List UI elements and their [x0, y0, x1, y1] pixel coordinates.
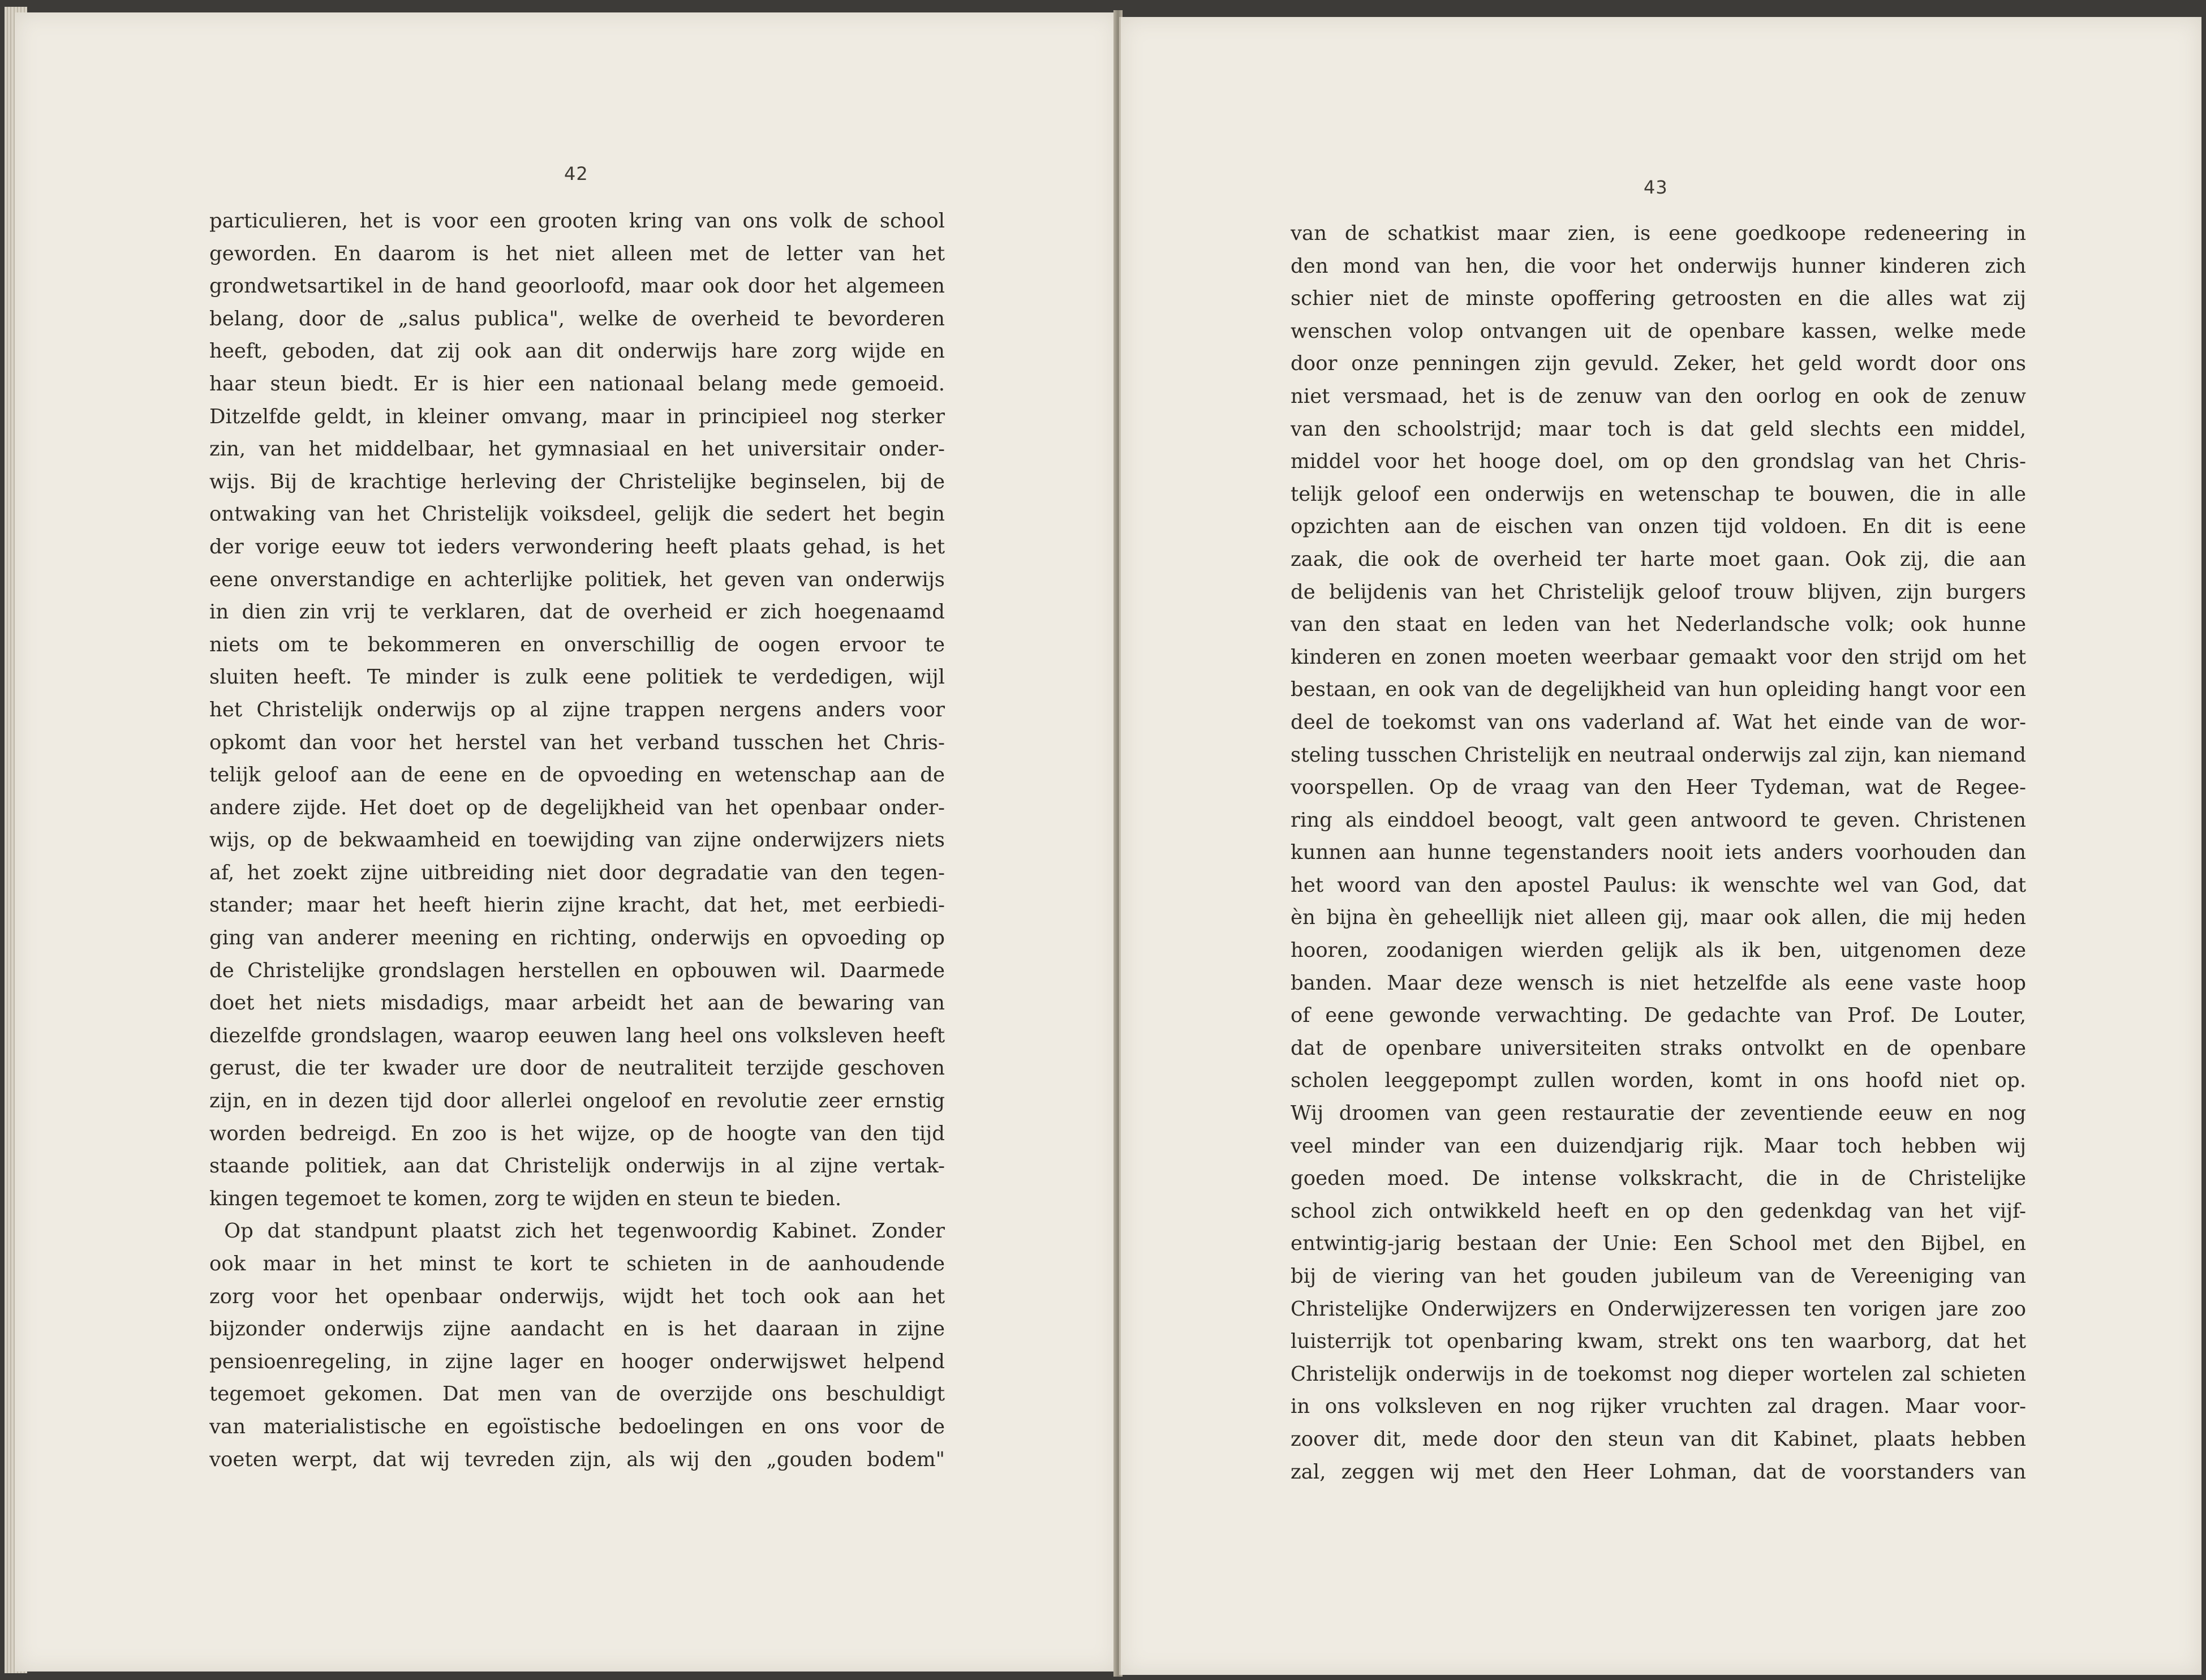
- text-line: haar steun biedt. Er is hier een nationaal belang mede gemoeid.: [209, 372, 945, 396]
- text-line: gerust, die ter kwader ure door de neutraliteit terzijde geschoven: [209, 1056, 945, 1080]
- text-line: van de schatkist maar zien, is eene goedkoope redeneering in: [1291, 222, 2026, 245]
- text-line: wijs. Bij de krachtige herleving der Christelijke beginselen, bij de: [209, 470, 945, 493]
- text-line: zorg voor het openbaar onderwijs, wijdt het toch ook aan het: [209, 1284, 945, 1308]
- text-line: zijn, en in dezen tijd door allerlei ongeloof en revolutie zeer ernstig: [209, 1089, 945, 1113]
- right-page-text: [1291, 217, 2026, 1488]
- left-page-number: 42: [564, 163, 588, 184]
- text-line: diezelfde grondslagen, waarop eeuwen lang heel ons volksleven heeft: [209, 1024, 945, 1047]
- text-line: zal, zeggen wij met den Heer Lohman, dat de voorstanders van: [1291, 1460, 2026, 1484]
- text-line: zoover dit, mede door den steun van dit Kabinet, plaats hebben: [1291, 1427, 2026, 1451]
- text-line: staande politiek, aan dat Christelijk onderwijs in al zijne vertak-: [209, 1154, 945, 1178]
- text-line: van materialistische en egoïstische bedoelingen en ons voor de: [209, 1415, 945, 1438]
- text-line: niet versmaad, het is de zenuw van den oorlog en ook de zenuw: [1291, 384, 2026, 408]
- text-line: scholen leeggepompt zullen worden, komt in ons hoofd niet op.: [1291, 1069, 2026, 1093]
- text-line: èn bijna èn geheellijk niet alleen gij, maar ook allen, die mij heden: [1291, 906, 2026, 930]
- text-line: eene onverstandige en achterlijke politiek, het geven van onderwijs: [209, 568, 945, 591]
- text-line: van den staat en leden van het Nederlandsche volk; ook hunne: [1291, 613, 2026, 637]
- text-line: ook maar in het minst te kort te schieten in de aanhoudende: [209, 1252, 945, 1275]
- text-line: niets om te bekommeren en onverschillig de oogen ervoor te: [209, 633, 945, 656]
- text-line: telijk geloof een onderwijs en wetenschap te bouwen, die in alle: [1291, 482, 2026, 506]
- text-line: het Christelijk onderwijs op al zijne trappen nergens anders voor: [209, 698, 945, 721]
- left-page-text: [209, 205, 945, 1476]
- text-line: sluiten heeft. Te minder is zulk eene politiek te verdedigen, wijl: [209, 665, 945, 689]
- text-line: kinderen en zonen moeten weerbaar gemaakt voor den strijd om het: [1291, 645, 2026, 669]
- text-line: wijs, op de bekwaamheid en toewijding van zijne onderwijzers niets: [209, 828, 945, 852]
- text-line: Ditzelfde geldt, in kleiner omvang, maar in principieel nog sterker: [209, 405, 945, 428]
- text-line: voorspellen. Op de vraag van den Heer Tydeman, wat de Regee-: [1291, 776, 2026, 800]
- text-line: den mond van hen, die voor het onderwijs hunner kinderen zich: [1291, 254, 2026, 278]
- text-line: bijzonder onderwijs zijne aandacht en is het daaraan in zijne: [209, 1317, 945, 1341]
- text-line: steling tusschen Christelijk en neutraal onderwijs zal zijn, kan niemand: [1291, 743, 2026, 767]
- text-line: grondwetsartikel in de hand geoorloofd, maar ook door het algemeen: [209, 274, 945, 298]
- text-line: school zich ontwikkeld heeft en op den gedenkdag van het vijf-: [1291, 1199, 2026, 1223]
- text-line: bestaan, en ook van de degelijkheid van hun opleiding hangt voor een: [1291, 678, 2026, 702]
- text-line: andere zijde. Het doet op de degelijkheid van het openbaar onder-: [209, 796, 945, 819]
- text-line: zin, van het middelbaar, het gymnasiaal en het universitair onder-: [209, 437, 945, 461]
- text-line: goeden moed. De intense volkskracht, die in de Christelijke: [1291, 1167, 2026, 1191]
- text-line: particulieren, het is voor een grooten kring van ons volk de school: [209, 209, 945, 233]
- text-line: door onze penningen zijn gevuld. Zeker, het geld wordt door ons: [1291, 352, 2026, 376]
- text-line: kunnen aan hunne tegenstanders nooit iets anders voorhouden dan: [1291, 841, 2026, 865]
- text-line: telijk geloof aan de eene en de opvoeding en wetenschap aan de: [209, 763, 945, 787]
- text-line: Christelijke Onderwijzers en Onderwijzeressen ten vorigen jare zoo: [1291, 1297, 2026, 1321]
- text-line: geworden. En daarom is het niet alleen met de letter van het: [209, 242, 945, 265]
- text-line: bij de viering van het gouden jubileum van de Vereeniging van: [1291, 1265, 2026, 1288]
- text-line: worden bedreigd. En zoo is het wijze, op de hoogte van den tijd: [209, 1122, 945, 1145]
- text-line: ging van anderer meening en richting, onderwijs en opvoeding op: [209, 926, 945, 950]
- text-line: of eene gewonde verwachting. De gedachte van Prof. De Louter,: [1291, 1004, 2026, 1028]
- text-line: schier niet de minste opoffering getroosten en die alles wat zij: [1291, 287, 2026, 311]
- text-line: af, het zoekt zijne uitbreiding niet door degradatie van den tegen-: [209, 861, 945, 884]
- text-line: deel de toekomst van ons vaderland af. Wat het einde van de wor-: [1291, 710, 2026, 734]
- text-line: veel minder van een duizendjarig rijk. Maar toch hebben wij: [1291, 1134, 2026, 1158]
- text-line: middel voor het hooge doel, om op den grondslag van het Chris-: [1291, 450, 2026, 474]
- text-line: in ons volksleven en nog rijker vruchten zal dragen. Maar voor-: [1291, 1395, 2026, 1419]
- text-line: luisterrijk tot openbaring kwam, strekt ons ten waarborg, dat het: [1291, 1330, 2026, 1354]
- text-line: opzichten aan de eischen van onzen tijd voldoen. En dit is eene: [1291, 515, 2026, 539]
- text-line: ontwaking van het Christelijk voiksdeel, gelijk die sedert het begin: [209, 502, 945, 526]
- text-line: van den schoolstrijd; maar toch is dat geld slechts een middel,: [1291, 417, 2026, 441]
- text-line: stander; maar het heeft hierin zijne kracht, dat het, met eerbiedi-: [209, 893, 945, 917]
- text-line: in dien zin vrij te verklaren, dat de overheid er zich hoegenaamd: [209, 600, 945, 624]
- text-line: belang, door de „salus publica", welke de overheid te bevorderen: [209, 307, 945, 330]
- text-line: pensioenregeling, in zijne lager en hooger onderwijswet helpend: [209, 1350, 945, 1373]
- right-page-number: 43: [1644, 177, 1668, 198]
- text-line: kingen tegemoet te komen, zorg te wijden en steun te bieden.: [209, 1187, 842, 1210]
- text-line: zaak, die ook de overheid ter harte moet gaan. Ook zij, die aan: [1291, 547, 2026, 571]
- text-line: tegemoet gekomen. Dat men van de overzijde ons beschuldigt: [209, 1382, 945, 1406]
- text-line: Wij droomen van geen restauratie der zeventiende eeuw en nog: [1291, 1102, 2026, 1125]
- text-line: voeten werpt, dat wij tevreden zijn, als wij den „gouden bodem": [209, 1447, 945, 1471]
- text-line: dat de openbare universiteiten straks ontvolkt en de openbare: [1291, 1036, 2026, 1060]
- text-line: der vorige eeuw tot ieders verwondering heeft plaats gehad, is het: [209, 535, 945, 558]
- text-line: Christelijk onderwijs in de toekomst nog dieper wortelen zal schieten: [1291, 1362, 2026, 1386]
- text-line: ring als einddoel beoogt, valt geen antwoord te geven. Christenen: [1291, 808, 2026, 832]
- text-line: hooren, zoodanigen wierden gelijk als ik ben, uitgenomen deze: [1291, 939, 2026, 963]
- text-line: het woord van den apostel Paulus: ik wenschte wel van God, dat: [1291, 873, 2026, 897]
- text-line: banden. Maar deze wensch is niet hetzelfde als eene vaste hoop: [1291, 971, 2026, 995]
- text-line: wenschen volop ontvangen uit de openbare kassen, welke mede: [1291, 319, 2026, 343]
- text-line: entwintig-jarig bestaan der Unie: Een School met den Bijbel, en: [1291, 1232, 2026, 1256]
- text-line: doet het niets misdadigs, maar arbeidt het aan de bewaring van: [209, 991, 945, 1015]
- text-line: heeft, geboden, dat zij ook aan dit onderwijs hare zorg wijde en: [209, 340, 945, 363]
- text-line: Op dat standpunt plaatst zich het tegenwoordig Kabinet. Zonder: [224, 1219, 945, 1243]
- text-line: opkomt dan voor het herstel van het verband tusschen het Chris-: [209, 731, 945, 754]
- text-line: de belijdenis van het Christelijk geloof trouw blijven, zijn burgers: [1291, 580, 2026, 604]
- text-line: de Christelijke grondslagen herstellen en opbouwen wil. Daarmede: [209, 959, 945, 982]
